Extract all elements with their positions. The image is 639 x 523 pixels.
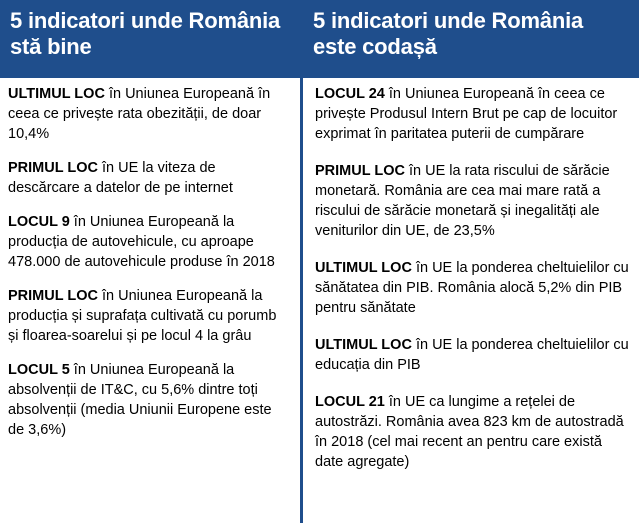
list-item [8,286,290,346]
item-text: în Uniunea Europeană la producția de autovehicule, cu aproape 478.000 de autovehicule produse în 2018 [8,214,275,270]
item-rank-label: ULTIMUL LOC [8,86,105,102]
item-rank-label: PRIMUL LOC [8,160,98,176]
item-rank-label: LOCUL 5 [8,362,70,378]
column-right-title: 5 indicatori unde România este codașă [303,0,639,78]
item-text: în Uniunea Europeană la producția și suprafața cultivată cu porumb și floarea-soarelui și pe locul 4 la grâu [8,288,277,344]
item-rank-label: PRIMUL LOC [315,163,405,179]
list-item [8,360,290,440]
item-text: în UE la rata riscului de sărăcie monetară. România are cea mai mare rată a riscului de sărăcie monetară și inegalități ale veniturilor din UE, de 23,5% [315,163,610,239]
list-item [315,392,629,472]
item-rank-label: ULTIMUL LOC [315,260,412,276]
list-item [315,258,629,318]
list-item [8,212,290,272]
list-item [8,158,290,198]
item-text: în UE la ponderea cheltuielilor cu educația din PIB [315,337,629,373]
item-rank-label: LOCUL 9 [8,214,70,230]
item-text: în UE la ponderea cheltuielilor cu sănătatea din PIB. România alocă 5,2% din PIB pentru sănătate [315,260,629,316]
item-text: în Uniunea Europeană în ceea ce privește Produsul Intern Brut pe cap de locuitor exprimat în paritatea puterii de cumpărare [315,86,618,142]
column-left-list [0,78,300,523]
column-bad-indicators [303,0,639,523]
list-item [315,84,629,144]
item-text: în UE la viteza de descărcare a datelor de pe internet [8,160,233,196]
item-text: în UE ca lungime a rețelei de autostrăzi. România avea 823 km de autostradă în 2018 (cel mai recent an pentru care există date agregate) [315,394,624,470]
item-rank-label: ULTIMUL LOC [315,337,412,353]
column-right-list [303,78,639,523]
list-item [315,335,629,375]
item-rank-label: LOCUL 24 [315,86,385,102]
list-item [8,84,290,144]
item-rank-label: PRIMUL LOC [8,288,98,304]
list-item [315,161,629,241]
column-left-title: 5 indicatori unde România stă bine [0,0,300,78]
column-good-indicators [0,0,303,523]
item-rank-label: LOCUL 21 [315,394,385,410]
item-text: în Uniunea Europeană la absolvenții de IT&C, cu 5,6% dintre toți absolvenții (media Uniunii Europene este de 3,6%) [8,362,272,438]
item-text: în Uniunea Europeană în ceea ce privește rata obezității, de doar 10,4% [8,86,271,142]
